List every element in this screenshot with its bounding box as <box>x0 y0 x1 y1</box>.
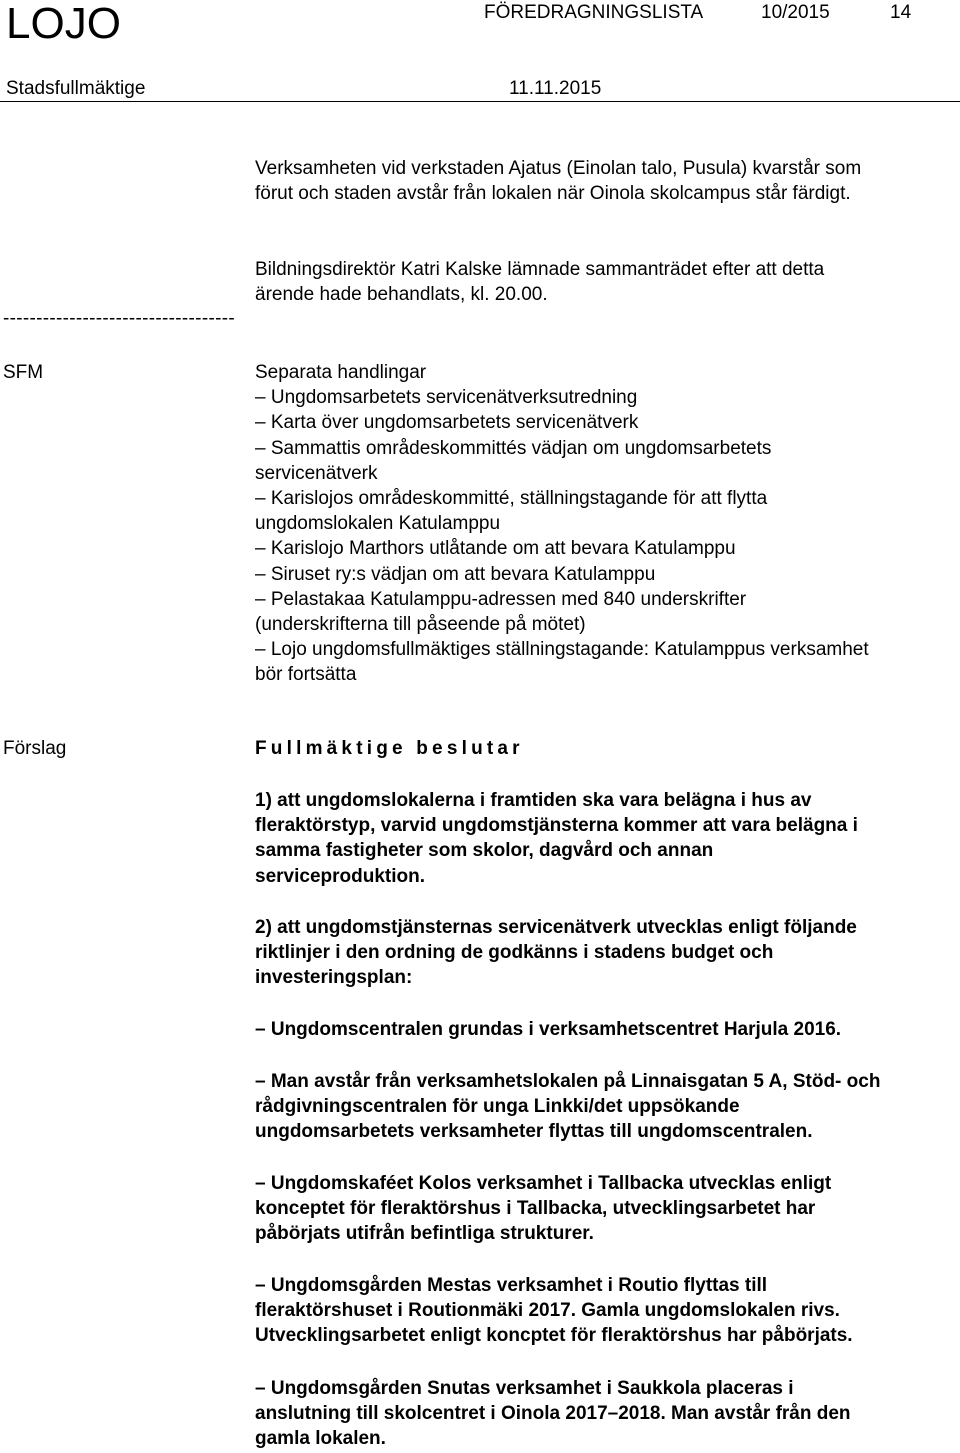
decision-line: serviceproduktion. <box>255 865 425 887</box>
attachment-item: – Karislojos områdeskommitté, ställningstagande för att flytta <box>255 488 768 510</box>
guideline-line: påbörjats utifrån befintliga strukturer. <box>255 1223 594 1245</box>
decision-heading: Fullmäktige beslutar <box>255 738 524 759</box>
guideline-line: konceptet för fleraktörshus i Tallbacka, utvecklingsarbetet har <box>255 1198 816 1220</box>
decision-point-2 <box>255 915 857 991</box>
guideline-line: – Ungdomsgården Snutas verksamhet i Saukkola placeras i <box>255 1378 794 1399</box>
guideline-snutas <box>255 1376 851 1452</box>
attachment-item: – Karta över ungdomsarbetets servicenätverk <box>255 412 639 434</box>
attachment-item-cont: bör fortsätta <box>255 664 357 686</box>
attachments-heading: Separata handlingar <box>255 362 427 383</box>
departure-line: Bildningsdirektör Katri Kalske lämnade sammanträdet efter att detta <box>255 259 825 280</box>
attachment-item: – Lojo ungdomsfullmäktiges ställningstagande: Katulamppus verksamhet <box>255 639 869 661</box>
attachments-list <box>255 360 869 688</box>
intro-paragraph <box>255 156 861 206</box>
guideline-mestas <box>255 1273 853 1349</box>
document-type: FÖREDRAGNINGSLISTA <box>484 2 704 23</box>
attachment-item-cont: ungdomslokalen Katulamppu <box>255 513 501 535</box>
guideline-line: – Man avstår från verksamhetslokalen på Linnaisgatan 5 A, Stöd- och <box>255 1071 881 1092</box>
decision-point-1 <box>255 788 858 889</box>
attachments-label: SFM <box>3 362 44 383</box>
decision-line: investeringsplan: <box>255 967 413 989</box>
decision-line: fleraktörstyp, varvid ungdomstjänsterna kommer att vara belägna i <box>255 815 858 837</box>
guideline-line: anslutning till skolcentret i Oinola 2017–2018. Man avstår från den <box>255 1403 851 1425</box>
guideline-line: Utvecklingsarbetet enligt koncptet för fleraktörshus har påbörjats. <box>255 1325 853 1347</box>
decision-line: 1) att ungdomslokalerna i framtiden ska vara belägna i hus av <box>255 790 812 811</box>
header-rule <box>0 101 960 102</box>
proposal-label: Förslag <box>3 738 67 759</box>
guideline-line: fleraktörshuset i Routionmäki 2017. Gamla ungdomslokalen rivs. <box>255 1300 840 1322</box>
guideline-line: rådgivningscentralen för unga Linkki/det uppsökande <box>255 1096 740 1118</box>
attachment-item-cont: (underskrifterna till påseende på mötet) <box>255 614 586 636</box>
intro-line: förut och staden avstår från lokalen när Oinola skolcampus står färdigt. <box>255 183 851 205</box>
municipality-logo: LOJO <box>6 0 121 48</box>
guideline-line: gamla lokalen. <box>255 1428 386 1450</box>
guideline-linnaisgatan <box>255 1069 880 1145</box>
decision-line: riktlinjer i den ordning de godkänns i stadens budget och <box>255 942 774 964</box>
council-name: Stadsfullmäktige <box>6 78 146 99</box>
guideline-line: – Ungdomsgården Mestas verksamhet i Routio flyttas till <box>255 1275 768 1296</box>
attachment-item: – Karislojo Marthors utlåtande om att bevara Katulamppu <box>255 538 736 560</box>
guideline-line: – Ungdomskaféet Kolos verksamhet i Tallbacka utvecklas enligt <box>255 1173 832 1194</box>
intro-line: Verksamheten vid verkstaden Ajatus (Einolan talo, Pusula) kvarstår som <box>255 158 862 179</box>
attachment-item: – Ungdomsarbetets servicenätverksutredning <box>255 387 638 409</box>
agenda-number: 10/2015 <box>761 2 830 23</box>
guideline-line: ungdomsarbetets verksamheter flyttas till ungdomscentralen. <box>255 1121 813 1143</box>
attachment-item-cont: servicenätverk <box>255 462 378 484</box>
decision-line: 2) att ungdomstjänsternas servicenätverk utvecklas enligt följande <box>255 917 857 938</box>
departure-note <box>255 257 824 307</box>
guideline-line: – Ungdomscentralen grundas i verksamhetscentret Harjula 2016. <box>255 1019 842 1040</box>
attachment-item: – Sammattis områdeskommittés vädjan om ungdomsarbetets <box>255 437 772 459</box>
departure-line: ärende hade behandlats, kl. 20.00. <box>255 284 548 306</box>
guideline-youth-centre <box>255 1017 841 1042</box>
page-number: 14 <box>890 2 912 23</box>
meeting-date: 11.11.2015 <box>509 78 602 99</box>
attachment-item: – Pelastakaa Katulamppu-adressen med 840 underskrifter <box>255 588 747 610</box>
attachment-item: – Siruset ry:s vädjan om att bevara Katulamppu <box>255 563 656 585</box>
decision-line: samma fastigheter som skolor, dagvård och annan <box>255 840 714 862</box>
section-divider: ----------------------------------- <box>3 308 235 329</box>
guideline-kolos <box>255 1171 831 1247</box>
